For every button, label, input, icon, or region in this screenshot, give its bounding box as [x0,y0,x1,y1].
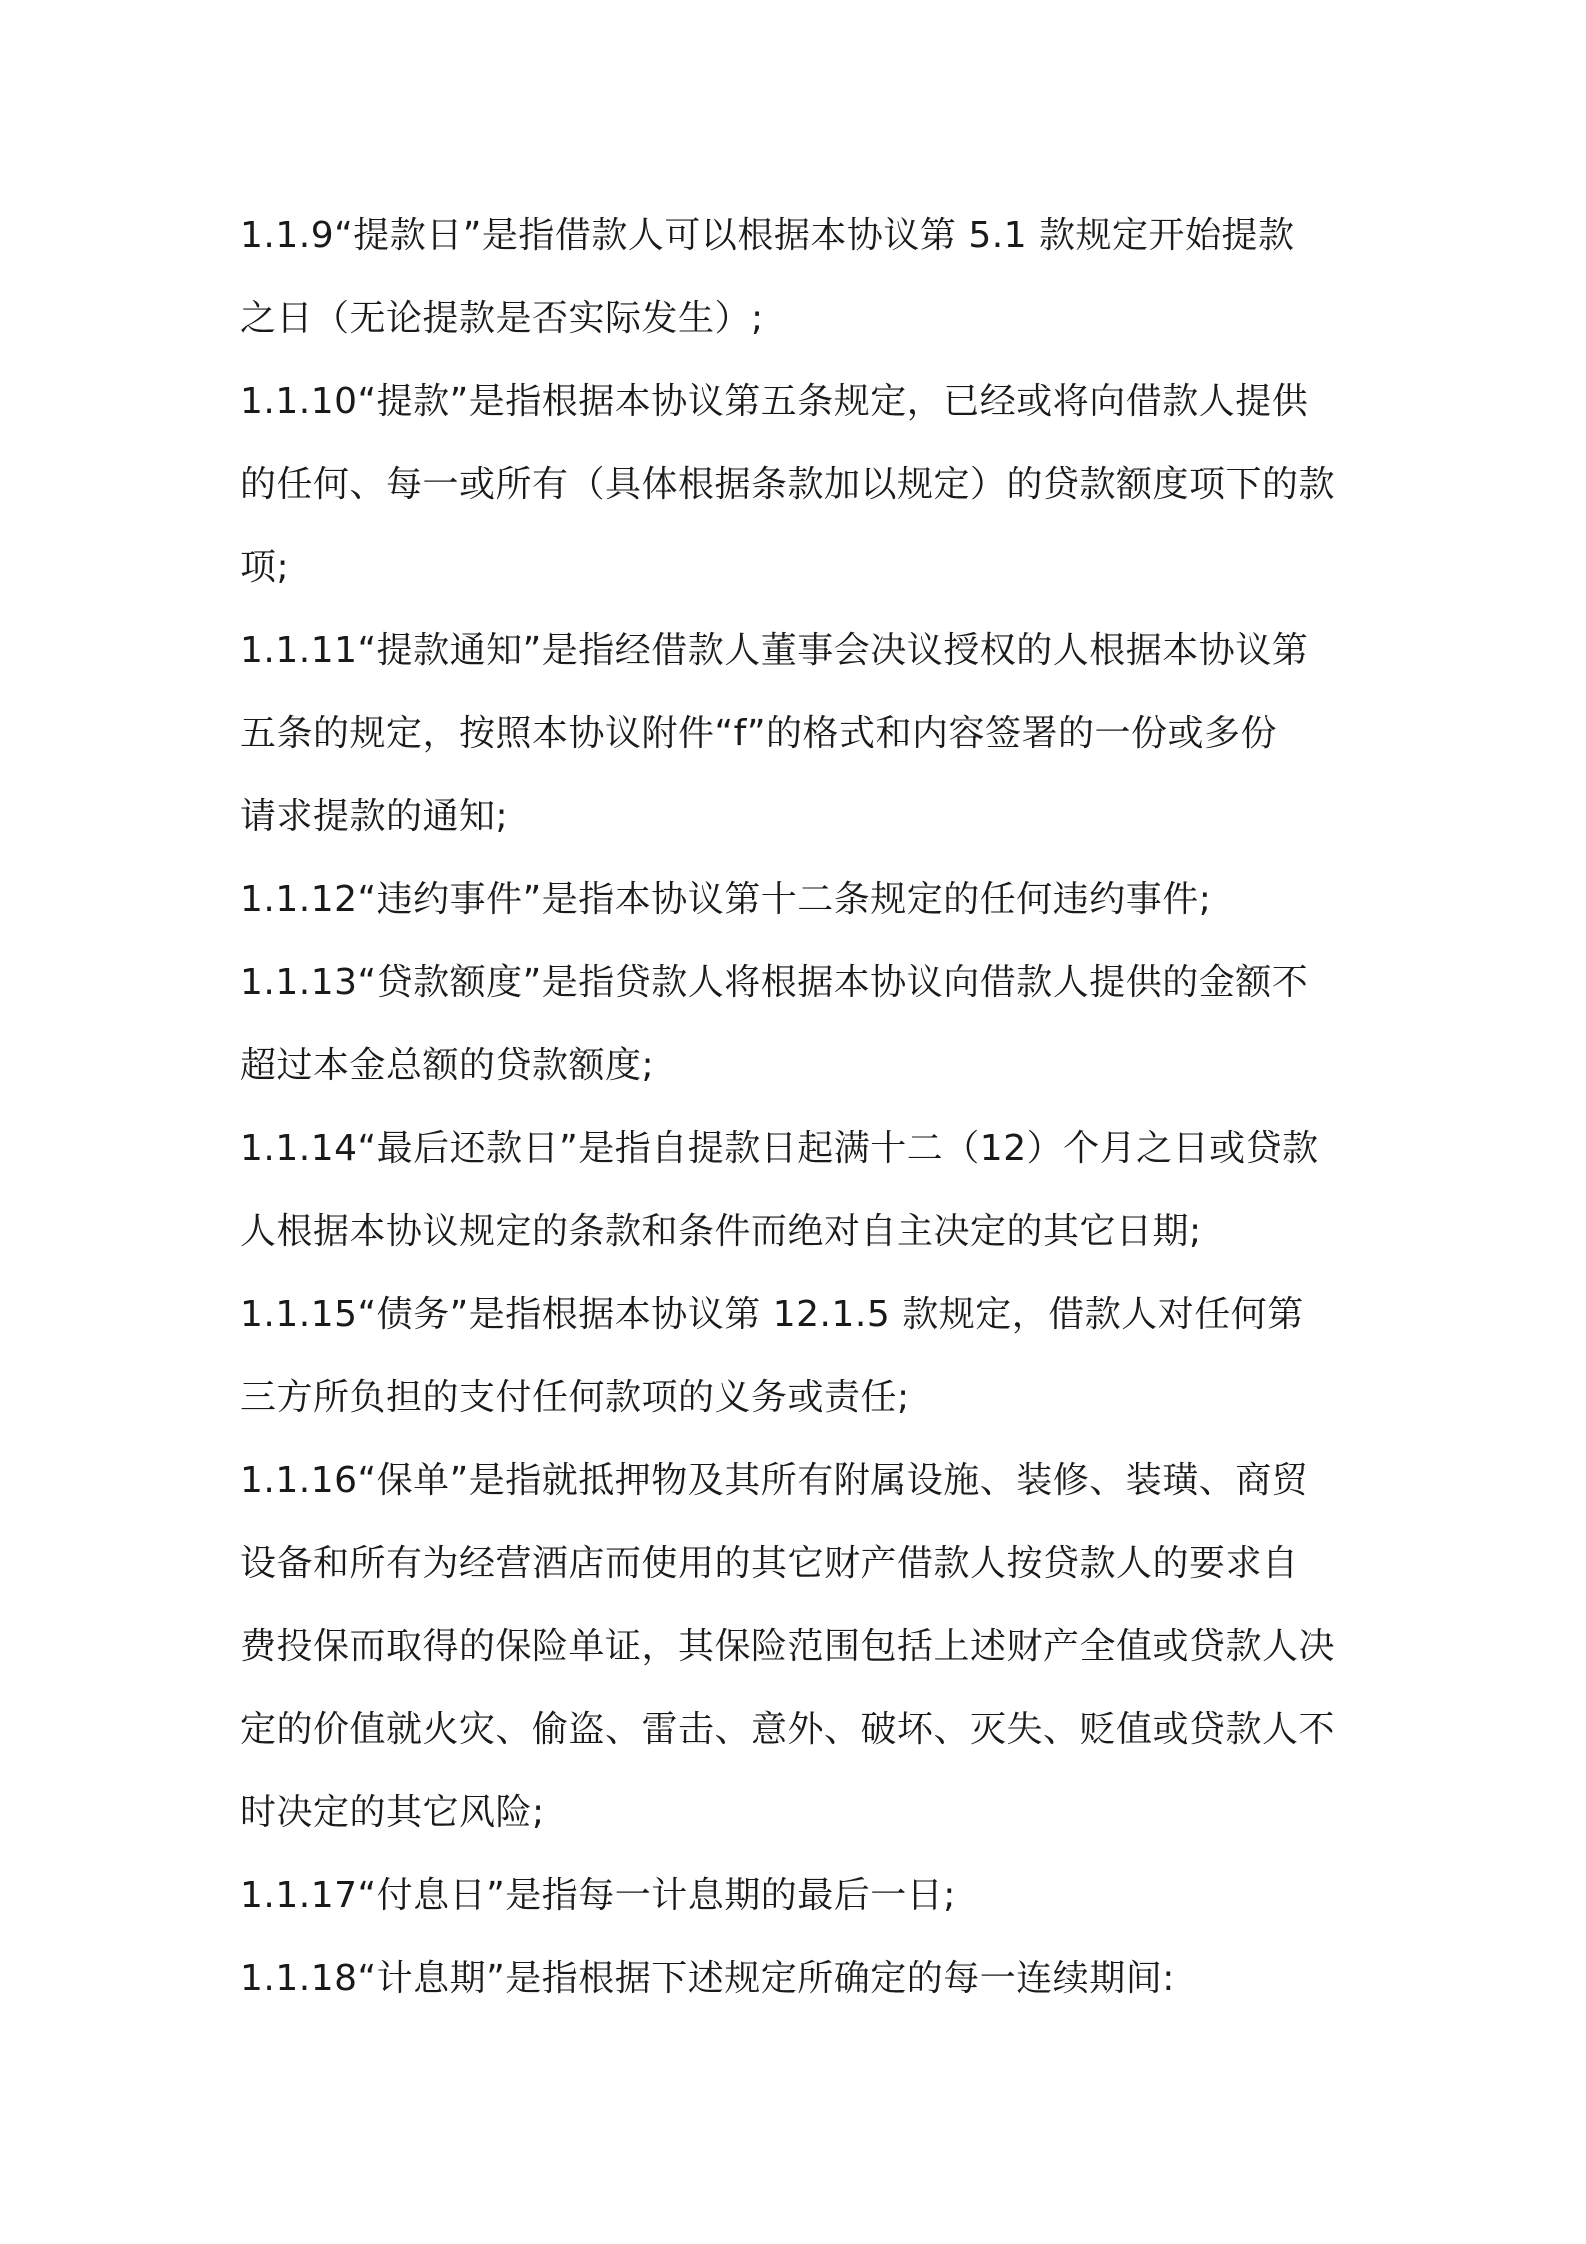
text-line: 1.1.16“保单”是指就抵押物及其所有附属设施、装修、装璜、商贸 [240,1460,1309,1501]
text-line: 1.1.15“债务”是指根据本协议第 12.1.5 款规定，借款人对任何第 [240,1294,1304,1335]
text-line: 1.1.12“违约事件”是指本协议第十二条规定的任何违约事件; [240,879,1212,920]
text-line: 定的价值就火灾、偷盗、雷击、意外、破坏、灭失、贬值或贷款人不 [240,1709,1336,1750]
text-line: 人根据本协议规定的条款和条件而绝对自主决定的其它日期; [240,1211,1202,1252]
text-line: 1.1.14“最后还款日”是指自提款日起满十二（12）个月之日或贷款 [240,1128,1319,1169]
text-line: 超过本金总额的贷款额度; [240,1045,655,1086]
text-line: 设备和所有为经营酒店而使用的其它财产借款人按贷款人的要求自 [240,1543,1299,1584]
text-line: 1.1.11“提款通知”是指经借款人董事会决议授权的人根据本协议第 [240,630,1309,671]
text-line: 1.1.9“提款日”是指借款人可以根据本协议第 5.1 款规定开始提款 [240,215,1295,256]
text-line: 1.1.10“提款”是指根据本协议第五条规定，已经或将向借款人提供 [240,381,1309,422]
text-line: 的任何、每一或所有（具体根据条款加以规定）的贷款额度项下的款 [240,464,1336,505]
text-line: 三方所负担的支付任何款项的义务或责任; [240,1377,910,1418]
text-line: 请求提款的通知; [240,796,509,837]
text-line: 1.1.13“贷款额度”是指贷款人将根据本协议向借款人提供的金额不 [240,962,1309,1003]
text-line: 项; [240,547,290,588]
text-line: 费投保而取得的保险单证，其保险范围包括上述财产全值或贷款人决 [240,1626,1336,1667]
text-line: 1.1.18“计息期”是指根据下述规定所确定的每一连续期间: [240,1958,1175,1999]
text-line: 之日（无论提款是否实际发生）; [240,298,764,339]
document-body [240,194,1350,2020]
text-line: 五条的规定，按照本协议附件“f”的格式和内容签署的一份或多份 [240,713,1277,754]
text-line: 1.1.17“付息日”是指每一计息期的最后一日; [240,1875,956,1916]
text-line: 时决定的其它风险; [240,1792,545,1833]
